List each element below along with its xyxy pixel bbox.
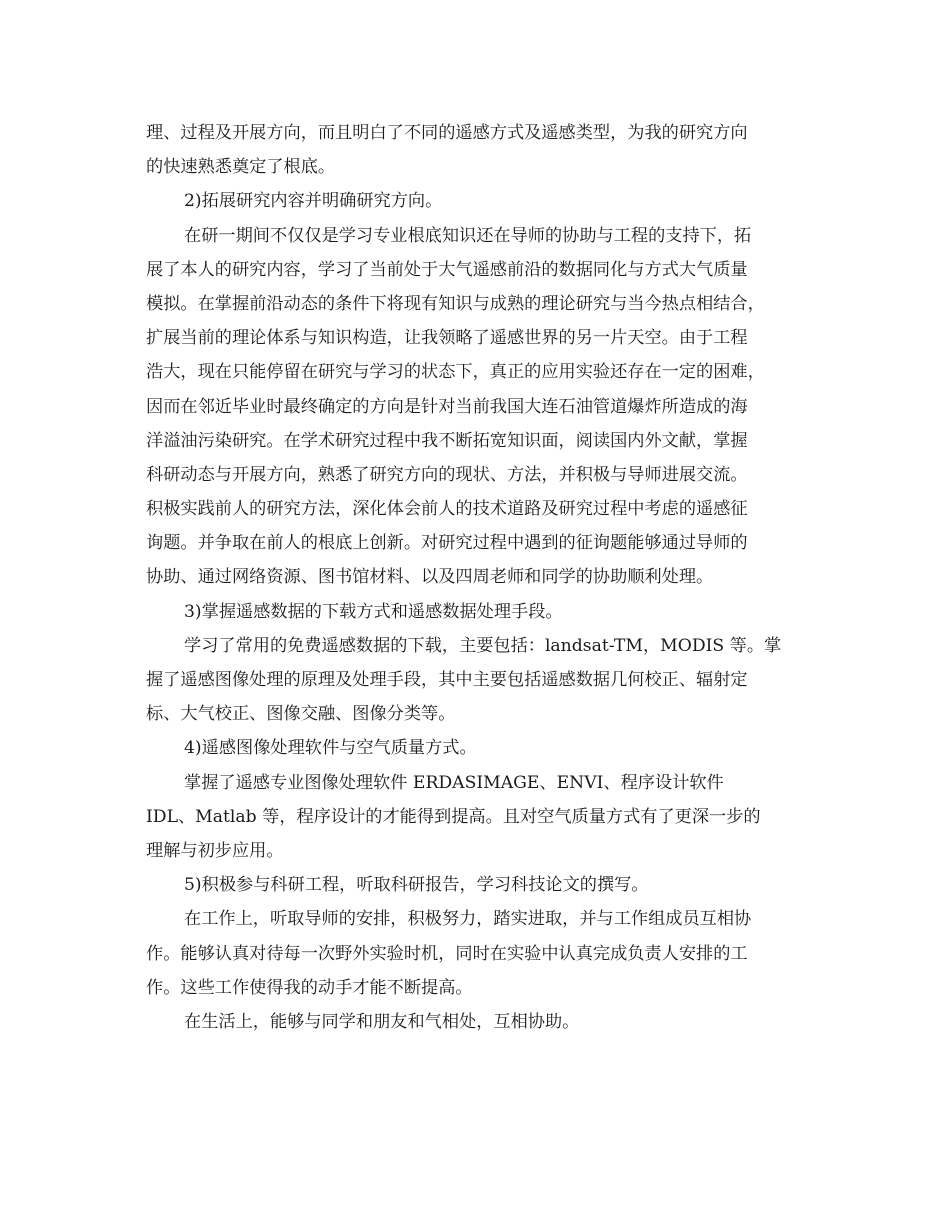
text-line: 作。这些工作使得我的动手才能不断提高。 [146,977,473,998]
text-line: 洋溢油污染研究。在学术研究过程中我不断拓宽知识面，阅读国内外文献，掌握 [146,430,748,451]
text-line: 的快速熟悉奠定了根底。 [146,157,336,178]
text-line: 科研动态与开展方向，熟悉了研究方向的现状、方法，并积极与导师进展交流。 [146,464,748,485]
text-line: 作。能够认真对待每一次野外实验时机，同时在实验中认真完成负责人安排的工 [146,943,748,964]
section-heading: 3)掌握遥感数据的下载方式和遥感数据处理手段。 [184,601,563,622]
text-line: 积极实践前人的研究方法，深化体会前人的技术道路及研究过程中考虑的遥感征 [146,499,748,520]
text-line: 理解与初步应用。 [146,840,284,861]
text-line: 询题。并争取在前人的根底上创新。对研究过程中遇到的征询题能够通过导师的 [146,533,748,554]
text-line: 协助、通过网络资源、图书馆材料、以及四周老师和同学的协助顺利处理。 [146,567,714,588]
text-line: 学习了常用的免费遥感数据的下载，主要包括：landsat-TM，MODIS 等。掌 [184,635,782,656]
text-line: 掌握了遥感专业图像处理软件 ERDASIMAGE、ENVI、程序设计软件 [184,772,724,793]
text-line: 浩大，现在只能停留在研究与学习的状态下，真正的应用实验还存在一定的困难， [146,362,765,383]
text-line: 模拟。在掌握前沿动态的条件下将现有知识与成熟的理论研究与当今热点相结合， [146,293,765,314]
text-line: 在生活上，能够与同学和朋友和气相处，互相协助。 [184,1011,580,1032]
text-line: 理、过程及开展方向，而且明白了不同的遥感方式及遥感类型，为我的研究方向 [146,123,748,143]
text-line: 在工作上，听取导师的安排，积极努力，踏实进取，并与工作组成员互相协 [184,909,752,930]
text-line: IDL、Matlab 等，程序设计的才能得到提高。且对空气质量方式有了更深一步的 [146,806,761,827]
text-line: 标、大气校正、图像交融、图像分类等。 [146,704,456,725]
text-line: 展了本人的研究内容，学习了当前处于大气遥感前沿的数据同化与方式大气质量 [146,259,748,280]
section-heading: 5)积极参与科研工程，听取科研报告，学习科技论文的撰写。 [184,875,649,896]
text-line: 扩展当前的理论体系与知识构造，让我领略了遥感世界的另一片天空。由于工程 [146,328,748,349]
text-line: 在研一期间不仅仅是学习专业根底知识还在导师的协助与工程的支持下，拓 [184,225,752,246]
document-body [146,116,808,1039]
text-line: 握了遥感图像处理的原理及处理手段，其中主要包括遥感数据几何校正、辐射定 [146,670,748,690]
text-line: 因而在邻近毕业时最终确定的方向是针对当前我国大连石油管道爆炸所造成的海 [146,396,748,417]
section-heading: 2)拓展研究内容并明确研究方向。 [184,191,443,212]
section-heading: 4)遥感图像处理软件与空气质量方式。 [184,738,477,759]
